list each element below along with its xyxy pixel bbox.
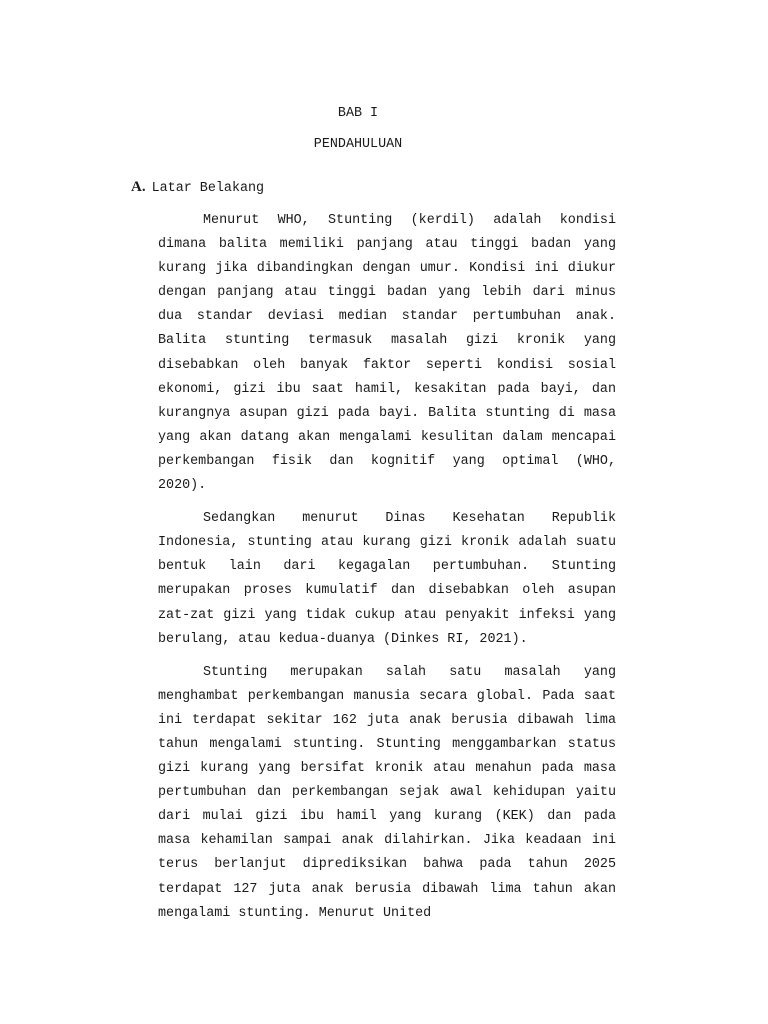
section-heading (131, 177, 264, 199)
chapter-title: PENDAHULUAN (313, 137, 403, 152)
chapter-number: BAB I (337, 106, 379, 121)
body-text (158, 209, 616, 935)
section-title: Latar Belakang (151, 181, 265, 196)
paragraph-3: Stunting merupakan salah satu masalah yang menghambat perkembangan manusia secara global. Pada saat ini terdapat sekitar 162 juta anak berusia dibawah lima tahun mengalami stunting. Stunting menggambarkan status gizi kurang yang bersifat kronik atau menahun pada masa pertumbuhan dan perkembangan sejak awal kehidupan yaitu dari mulai gizi ibu hamil yang kurang (KEK) dan pada masa kehamilan sampai anak dilahirkan. Jika keadaan ini terus berlanjut diprediksikan bahwa pada tahun 2025 terdapat 127 juta anak berusia dibawah lima tahun akan mengalami stunting. Menurut United (158, 664, 616, 921)
paragraph-1: Menurut WHO, Stunting (kerdil) adalah kondisi dimana balita memiliki panjang atau tinggi badan yang kurang jika dibandingkan dengan umur. Kondisi ini diukur dengan panjang atau tinggi badan yang lebih dari minus dua standar deviasi median standar pertumbuhan anak. Balita stunting termasuk masalah gizi kronik yang disebabkan oleh banyak faktor seperti kondisi sosial ekonomi, gizi ibu saat hamil, kesakitan pada bayi, dan kurangnya asupan gizi pada bayi. Balita stunting di masa yang akan datang akan mengalami kesulitan dalam mencapai perkembangan fisik dan kognitif yang optimal (WHO, 2020). (158, 213, 616, 494)
section-letter: A. (131, 179, 146, 195)
paragraph-2: Sedangkan menurut Dinas Kesehatan Republik Indonesia, stunting atau kurang gizi kronik adalah suatu bentuk lain dari kegagalan pertumbuhan. Stunting merupakan proses kumulatif dan disebabkan oleh asupan zat-zat gizi yang tidak cukup atau penyakit infeksi yang berulang, atau kedua-duanya (Dinkes RI, 2021). (158, 511, 616, 647)
